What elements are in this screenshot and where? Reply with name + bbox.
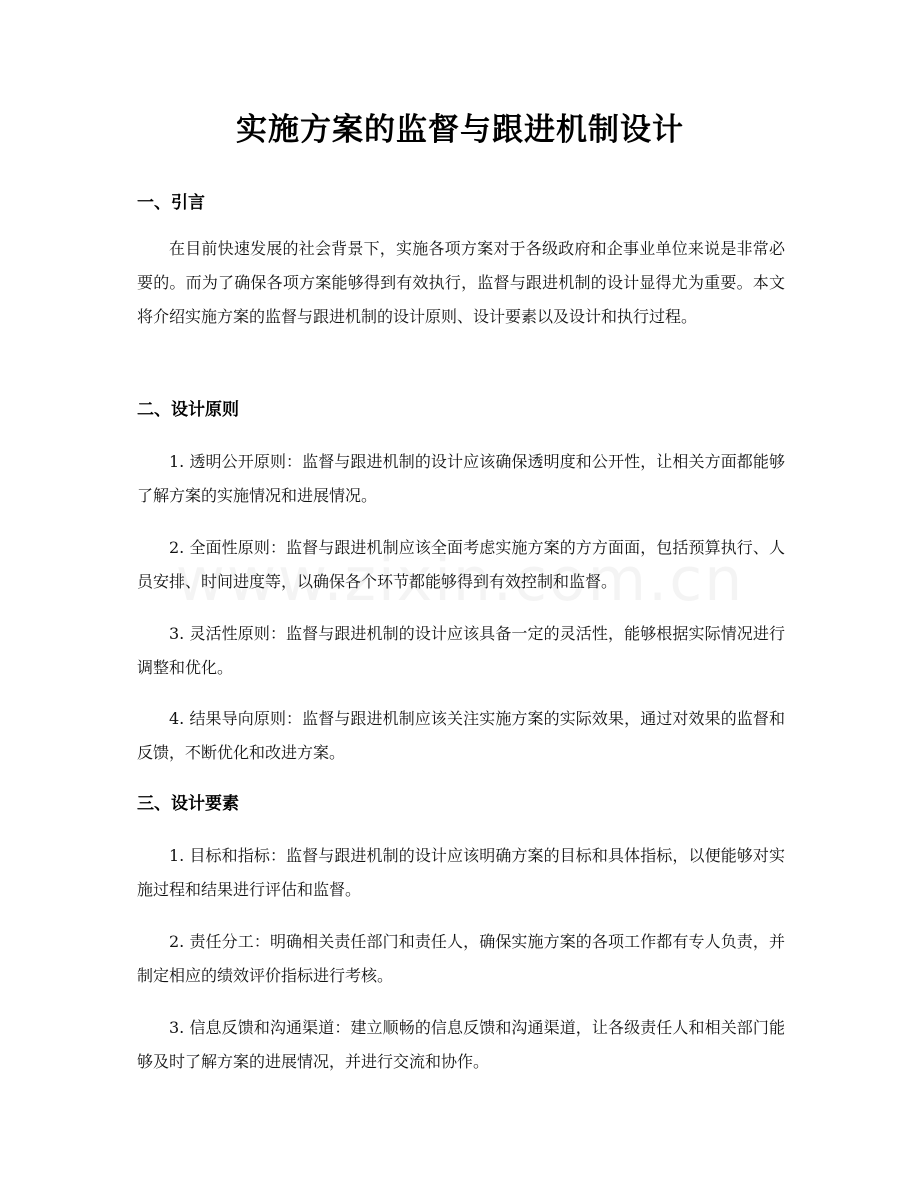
paragraph-element-3: 3. 信息反馈和沟通渠道：建立顺畅的信息反馈和沟通渠道，让各级责任人和相关部门能够及时了解方案的进展情况，并进行交流和协作。 [137,1018,785,1071]
section-heading-principles: 二、设计原则 [137,400,239,420]
document-title: 实施方案的监督与跟进机制设计 [236,112,684,148]
paragraph-principle-4: 4. 结果导向原则：监督与跟进机制应该关注实施方案的实际效果，通过对效果的监督和反馈，不断优化和改进方案。 [137,709,785,762]
paragraph-principle-2: 2. 全面性原则：监督与跟进机制应该全面考虑实施方案的方方面面，包括预算执行、人员安排、时间进度等，以确保各个环节都能够得到有效控制和监督。 [137,538,785,591]
paragraph-intro: 在目前快速发展的社会背景下，实施各项方案对于各级政府和企事业单位来说是非常必要的。而为了确保各项方案能够得到有效执行，监督与跟进机制的设计显得尤为重要。本文将介绍实施方案的监督与跟进机制的设计原则、设计要素以及设计和执行过程。 [137,239,785,326]
paragraph-element-2: 2. 责任分工：明确相关责任部门和责任人，确保实施方案的各项工作都有专人负责，并制定相应的绩效评价指标进行考核。 [137,932,785,985]
section-heading-intro: 一、引言 [137,193,205,213]
paragraph-element-1: 1. 目标和指标：监督与跟进机制的设计应该明确方案的目标和具体指标，以便能够对实施过程和结果进行评估和监督。 [137,846,785,899]
paragraph-principle-3: 3. 灵活性原则：监督与跟进机制的设计应该具备一定的灵活性，能够根据实际情况进行调整和优化。 [137,624,785,677]
section-heading-elements: 三、设计要素 [137,794,239,814]
paragraph-principle-1: 1. 透明公开原则：监督与跟进机制的设计应该确保透明度和公开性，让相关方面都能够了解方案的实施情况和进展情况。 [137,452,785,505]
